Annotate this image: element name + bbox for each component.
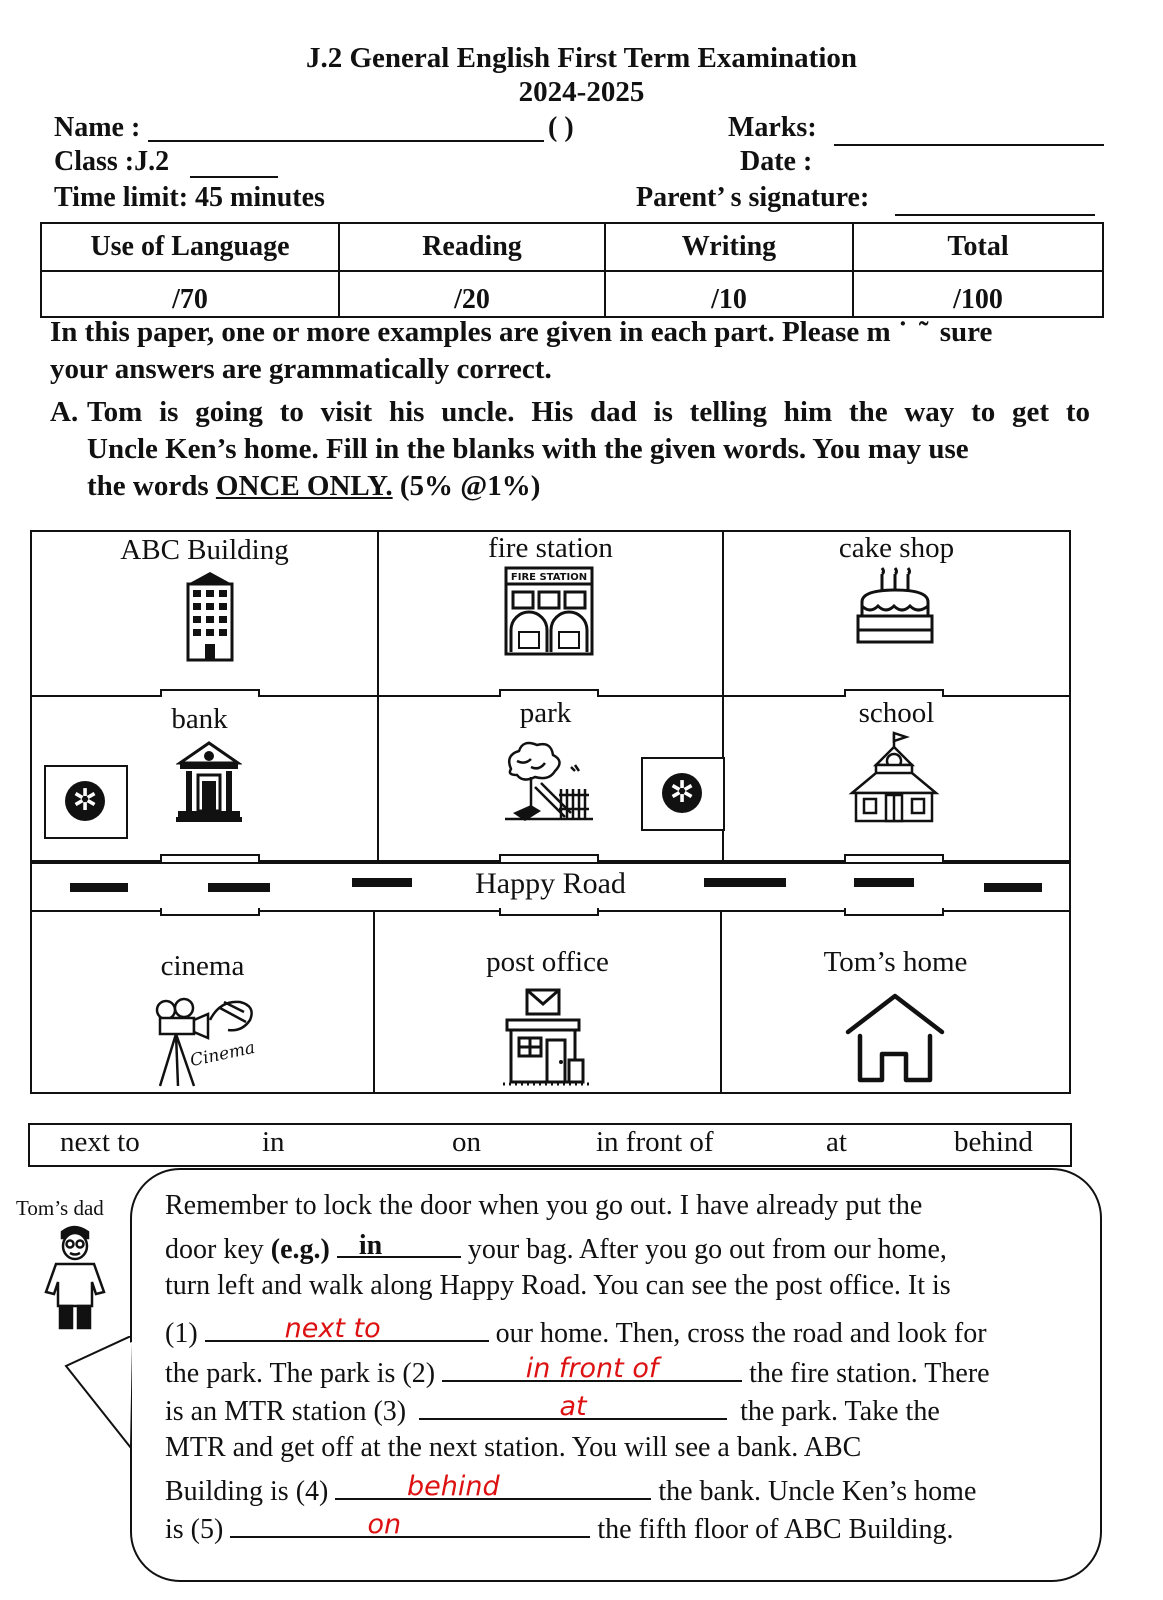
- map-label: school: [858, 697, 935, 729]
- man-figure-icon: [42, 1222, 108, 1332]
- marks-value: /20: [339, 271, 605, 317]
- marks-allocation: (5% @1%): [399, 470, 541, 502]
- date-label: Date :: [740, 146, 813, 177]
- dialogue-line: [165, 1354, 990, 1390]
- cinema-script: Cinema: [188, 1037, 257, 1072]
- word-option: in: [262, 1126, 285, 1158]
- blank-number: (1): [165, 1318, 198, 1349]
- part-a-letter: A.: [50, 396, 79, 428]
- word-option: in front of: [596, 1126, 714, 1158]
- name-label: Name :: [54, 112, 141, 143]
- dialogue-text: the fire station. There: [749, 1358, 990, 1389]
- word-option: at: [826, 1126, 847, 1158]
- mtr-station-sign: [44, 765, 128, 839]
- map-cell-park: [379, 697, 724, 862]
- marks-header: Total: [853, 223, 1103, 271]
- dialogue-text: your bag. After you go out from our home,: [467, 1234, 947, 1265]
- class-line: [190, 176, 278, 178]
- answer-blank-5[interactable]: [230, 1510, 590, 1538]
- map-label: cinema: [160, 950, 245, 982]
- handwritten-answer: behind: [407, 1471, 500, 1502]
- bank-icon: [176, 739, 242, 825]
- word-option: next to: [60, 1126, 140, 1158]
- map-label: cake shop: [838, 532, 955, 564]
- fire-station-icon: [503, 566, 595, 658]
- dialogue-text: door key: [165, 1234, 264, 1265]
- fire-station-sign: FIRE STATION: [510, 572, 588, 583]
- marks-label: Marks:: [728, 112, 817, 143]
- entrance-marker: [160, 689, 260, 697]
- park-icon: [501, 739, 597, 829]
- dialogue-text: the park. The park is (2): [165, 1358, 436, 1389]
- example-answer: in: [358, 1230, 383, 1261]
- map-cell-toms-home: [722, 910, 1069, 1092]
- dialogue-text: is an MTR station (3): [165, 1396, 407, 1427]
- map-cell-post-office: [375, 910, 722, 1092]
- answer-blank-1[interactable]: [205, 1314, 489, 1342]
- part-a-question: [50, 394, 1090, 505]
- road-label: Happy Road: [475, 867, 626, 900]
- handwritten-answer: on: [367, 1509, 402, 1540]
- dialogue-line: [165, 1510, 954, 1546]
- marks-line: [834, 144, 1104, 146]
- happy-road: [32, 862, 1069, 912]
- instructions: In this paper, one or more examples are given in each part. Please m ˙ ˜ sure your answers are grammatically correct.: [50, 314, 1095, 388]
- entrance-marker: [844, 854, 944, 862]
- map-label: ABC Building: [120, 534, 289, 566]
- speech-bubble-tail: [60, 1336, 140, 1536]
- dialogue-line: MTR and get off at the next station. You will see a bank. ABC: [165, 1432, 862, 1463]
- answer-blank-2[interactable]: [442, 1354, 742, 1382]
- dialogue-line: [165, 1230, 947, 1266]
- instructions-line1-tail: sure: [939, 316, 993, 348]
- instructions-line2: your answers are grammatically correct.: [50, 353, 552, 385]
- post-office-icon: [499, 988, 595, 1088]
- dialogue-text: our home. Then, cross the road and look for: [495, 1318, 987, 1349]
- dialogue-line: [165, 1472, 976, 1508]
- movie-camera-icon: [150, 996, 262, 1088]
- word-option: on: [452, 1126, 481, 1158]
- exam-year: 2024-2025: [518, 76, 645, 108]
- part-a-line3-pre: the words: [87, 470, 209, 502]
- map-cell-cake-shop: [724, 532, 1069, 697]
- mtr-logo-icon: ✲: [65, 781, 105, 821]
- school-icon: [848, 731, 940, 827]
- name-line: [148, 140, 544, 142]
- answer-blank-4[interactable]: [335, 1472, 651, 1500]
- marks-value: /100: [853, 271, 1103, 317]
- cake-icon: [852, 566, 938, 646]
- part-a-line2: Uncle Ken’s home. Fill in the blanks with the given words. You may use: [87, 433, 969, 465]
- house-icon: [842, 992, 948, 1084]
- exam-title: J.2 General English First Term Examination: [305, 42, 858, 74]
- map-label: post office: [486, 946, 609, 978]
- map-label: bank: [171, 703, 228, 735]
- parent-signature-label: Parent’ s signature:: [636, 182, 870, 213]
- map-cell-abc-building: [32, 532, 379, 697]
- example-marker: (e.g.): [270, 1234, 330, 1265]
- marks-value: /10: [605, 271, 853, 317]
- marks-header: Reading: [339, 223, 605, 271]
- dialogue-text: the fifth floor of ABC Building.: [597, 1514, 954, 1545]
- word-bank: [28, 1123, 1072, 1167]
- handwritten-answer: next to: [284, 1313, 381, 1344]
- map-label: fire station: [488, 532, 613, 564]
- map-label: Tom’s home: [823, 946, 968, 978]
- word-option: behind: [954, 1126, 1033, 1158]
- dialogue-line: [165, 1392, 940, 1428]
- entrance-marker: [844, 689, 944, 697]
- map-cell-school: [724, 697, 1069, 862]
- dialogue-text: is (5): [165, 1514, 224, 1545]
- handwritten-answer: at: [559, 1391, 587, 1422]
- instructions-line1: In this paper, one or more examples are given in each part. Please m: [50, 316, 891, 348]
- mtr-logo-icon: ✲: [662, 773, 702, 813]
- part-a-line1: Tom is going to visit his uncle. His dad is telling him the way to get to: [87, 396, 1090, 428]
- speaker-label: Tom’s dad: [16, 1196, 104, 1220]
- entrance-marker: [499, 854, 599, 862]
- marks-header: Use of Language: [41, 223, 339, 271]
- signature-line: [895, 214, 1095, 216]
- answer-blank-3[interactable]: [419, 1392, 727, 1420]
- dialogue-line: turn left and walk along Happy Road. You can see the post office. It is: [165, 1270, 951, 1301]
- marks-header: Writing: [605, 223, 853, 271]
- once-only-emphasis: ONCE ONLY.: [215, 470, 393, 502]
- map-cell-cinema: [32, 910, 375, 1092]
- entrance-marker: [160, 854, 260, 862]
- marks-table: [40, 222, 1104, 318]
- marks-value: /70: [41, 271, 339, 317]
- mtr-station-sign: [641, 757, 725, 831]
- dialogue-text: the park. Take the: [740, 1396, 940, 1427]
- example-blank: [337, 1230, 461, 1261]
- map-label: park: [519, 697, 572, 729]
- map-row-bottom: [32, 910, 1069, 1092]
- dialogue-line: Remember to lock the door when you go out. I have already put the: [165, 1190, 923, 1221]
- dialogue-text: the bank. Uncle Ken’s home: [658, 1476, 977, 1507]
- dialogue-text: Building is (4): [165, 1476, 329, 1507]
- office-building-icon: [180, 570, 240, 664]
- handwritten-answer: in front of: [525, 1353, 659, 1384]
- class-number-paren: ( ): [548, 112, 574, 143]
- class-label: Class :J.2: [54, 146, 170, 177]
- dialogue-line: [165, 1314, 987, 1350]
- map-cell-fire-station: [379, 532, 724, 697]
- street-map: [30, 530, 1071, 1094]
- entrance-marker: [499, 689, 599, 697]
- map-cell-bank: [32, 697, 379, 862]
- time-limit: Time limit: 45 minutes: [54, 182, 325, 213]
